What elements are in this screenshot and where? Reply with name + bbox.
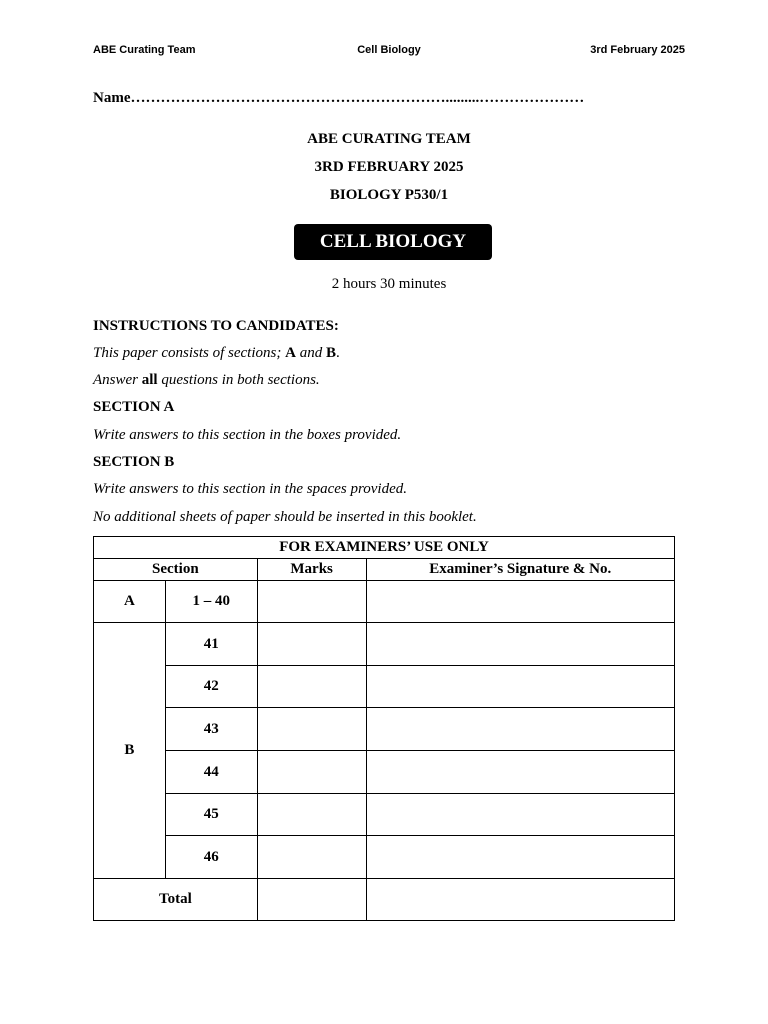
header-signature: Examiner’s Signature & No. — [366, 559, 674, 581]
header-left: ABE Curating Team — [93, 44, 196, 56]
section-b-label: B — [94, 623, 166, 879]
section-a-label: A — [94, 581, 166, 623]
question-number: 43 — [165, 708, 257, 751]
name-label: Name — [93, 90, 131, 106]
table-row — [94, 708, 675, 751]
question-number: 46 — [165, 836, 257, 879]
header-center: Cell Biology — [357, 44, 421, 56]
header-right: 3rd February 2025 — [590, 44, 685, 56]
question-number: 45 — [165, 794, 257, 836]
instruction-sections-b: B — [325, 345, 336, 361]
instructions-heading: INSTRUCTIONS TO CANDIDATES: — [93, 318, 339, 334]
exam-duration: 2 hours 30 minutes — [331, 276, 447, 292]
total-signature-cell — [366, 879, 674, 921]
table-row — [94, 623, 675, 666]
header-section: Section — [94, 559, 258, 581]
instruction-answer-post: questions in both sections. — [157, 372, 320, 388]
table-title-row — [94, 537, 675, 559]
name-field — [93, 90, 584, 107]
signature-cell — [366, 794, 674, 836]
question-number: 42 — [165, 666, 257, 708]
total-label: Total — [94, 879, 258, 921]
table-row — [94, 666, 675, 708]
table-row — [94, 794, 675, 836]
table-row — [94, 836, 675, 879]
instruction-answer-pre: Answer — [93, 372, 142, 388]
marks-cell — [257, 751, 366, 794]
marks-cell — [257, 794, 366, 836]
signature-cell — [366, 581, 674, 623]
signature-cell — [366, 751, 674, 794]
section-a-heading: SECTION A — [93, 399, 175, 415]
instruction-sections-pre: This paper consists of sections; — [93, 345, 286, 361]
signature-cell — [366, 666, 674, 708]
signature-cell — [366, 623, 674, 666]
final-note: No additional sheets of paper should be inserted in this booklet. — [93, 509, 477, 525]
question-number: 44 — [165, 751, 257, 794]
team-title: ABE CURATING TEAM — [307, 131, 471, 147]
marks-cell — [257, 666, 366, 708]
instruction-answer-all-word: all — [141, 372, 158, 388]
signature-cell — [366, 836, 674, 879]
section-a-text: Write answers to this section in the boxes provided. — [93, 427, 402, 443]
instruction-sections — [93, 345, 340, 362]
instruction-sections-a: A — [285, 345, 296, 361]
subject-title-box: CELL BIOLOGY — [294, 224, 492, 260]
question-number: 41 — [165, 623, 257, 666]
exam-date: 3RD FEBRUARY 2025 — [314, 159, 464, 175]
total-marks-cell — [257, 879, 366, 921]
section-a-range: 1 – 40 — [165, 581, 257, 623]
instruction-sections-end: . — [335, 345, 340, 361]
table-row — [94, 751, 675, 794]
header-marks: Marks — [257, 559, 366, 581]
examiners-table — [93, 536, 675, 921]
paper-code: BIOLOGY P530/1 — [329, 187, 449, 203]
instruction-answer-all — [93, 372, 320, 389]
table-row — [94, 581, 675, 623]
section-b-heading: SECTION B — [93, 454, 175, 470]
name-dots: ……………………………………………………….........………………… — [130, 90, 585, 106]
marks-cell — [257, 623, 366, 666]
table-total-row — [94, 879, 675, 921]
marks-cell — [257, 708, 366, 751]
table-header-row — [94, 559, 675, 581]
marks-cell — [257, 836, 366, 879]
section-b-text: Write answers to this section in the spaces provided. — [93, 481, 407, 497]
instruction-sections-mid: and — [295, 345, 326, 361]
marks-cell — [257, 581, 366, 623]
table-title: FOR EXAMINERS’ USE ONLY — [94, 537, 675, 559]
signature-cell — [366, 708, 674, 751]
